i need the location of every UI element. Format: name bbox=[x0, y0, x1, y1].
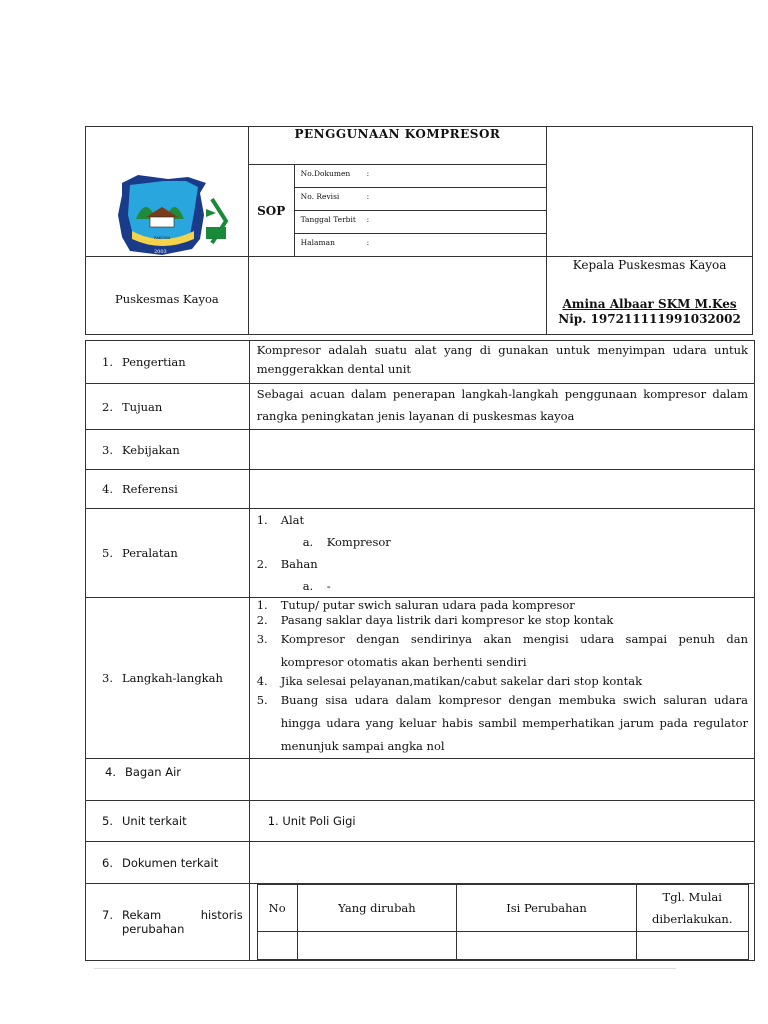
step-text: Tutup/ putar swich saluran udara pada kompresor bbox=[280, 598, 575, 612]
meta-row bbox=[295, 188, 546, 211]
rekam-content bbox=[249, 884, 754, 961]
row-number: 7. bbox=[102, 908, 113, 922]
row-label bbox=[86, 842, 250, 884]
row-label bbox=[86, 801, 250, 842]
step-item bbox=[257, 689, 748, 758]
item-number: 1. bbox=[256, 513, 268, 527]
row-bagan bbox=[86, 759, 755, 801]
revision-history-table bbox=[257, 884, 749, 960]
subitem-text: Kompresor bbox=[326, 535, 391, 549]
row-tujuan bbox=[86, 384, 755, 430]
item-number: 2. bbox=[256, 557, 268, 571]
puskesmas-logo-icon bbox=[116, 169, 236, 269]
row-label-text: historis bbox=[200, 908, 243, 922]
bagan-content bbox=[249, 759, 754, 801]
row-number: 3. bbox=[102, 442, 113, 457]
col-header: Tgl. Mulai diberlakukan. bbox=[636, 885, 748, 932]
meta-cell bbox=[294, 165, 546, 257]
sop-content-table bbox=[85, 340, 755, 961]
rekam-label-line bbox=[102, 908, 249, 922]
step-item bbox=[257, 613, 748, 628]
table-cell bbox=[457, 932, 637, 960]
logo-text: FAKUMA bbox=[154, 236, 171, 240]
table-cell bbox=[636, 932, 748, 960]
row-label-text: Tujuan bbox=[122, 399, 163, 414]
kepala-title: Kepala Puskesmas Kayoa bbox=[572, 258, 727, 272]
row-number: 6. bbox=[102, 855, 113, 870]
row-label bbox=[86, 470, 250, 509]
row-label bbox=[86, 598, 250, 759]
meta-label: Halaman bbox=[300, 238, 335, 247]
pengertian-text: Kompresor adalah suatu alat yang di gunakan untuk menyimpan udara untuk menggerakkan dental unit bbox=[249, 341, 754, 384]
row-label-text: Kebijakan bbox=[122, 442, 180, 457]
row-number: 4. bbox=[102, 482, 113, 496]
row-langkah bbox=[86, 598, 755, 759]
step-item bbox=[257, 674, 748, 689]
row-rekam bbox=[86, 884, 755, 961]
row-dokumen bbox=[86, 842, 755, 884]
step-text: Pasang saklar daya listrik dari kompresor ke stop kontak bbox=[280, 613, 614, 627]
meta-label: No. Revisi bbox=[300, 192, 340, 201]
row-label bbox=[86, 430, 250, 470]
row-label bbox=[86, 341, 250, 384]
row-label bbox=[86, 509, 250, 598]
doc-title: PENGGUNAAN KOMPRESOR bbox=[248, 127, 546, 165]
row-label-text: Pengertian bbox=[122, 355, 186, 369]
kebijakan-content bbox=[249, 430, 754, 470]
meta-colon: : bbox=[366, 169, 370, 178]
row-label-text: Peralatan bbox=[122, 546, 178, 560]
row-peralatan bbox=[86, 509, 755, 598]
step-number: 2. bbox=[256, 613, 268, 627]
referensi-content bbox=[249, 470, 754, 509]
logo-cell bbox=[86, 127, 249, 257]
subitem-number: a. bbox=[302, 579, 314, 593]
langkah-content bbox=[249, 598, 754, 759]
table-cell bbox=[257, 932, 297, 960]
meta-label: No.Dokumen bbox=[300, 169, 351, 178]
row-label-text: Unit terkait bbox=[122, 814, 187, 828]
row-label-text: Dokumen terkait bbox=[122, 855, 219, 870]
row-unit bbox=[86, 801, 755, 842]
row-label-text: perubahan bbox=[122, 922, 185, 936]
step-number: 3. bbox=[256, 632, 268, 646]
dokumen-content bbox=[249, 842, 754, 884]
meta-label: Tanggal Terbit bbox=[300, 215, 356, 224]
row-label-text: Bagan Air bbox=[125, 765, 182, 779]
footer-divider bbox=[94, 968, 676, 969]
peralatan-subitem bbox=[257, 575, 748, 597]
step-text: Jika selesai pelayanan,matikan/cabut sakelar dari stop kontak bbox=[280, 674, 643, 688]
official-name: Amina Albaar SKM M.Kes bbox=[562, 297, 737, 311]
row-number: 3. bbox=[102, 671, 113, 685]
row-label bbox=[86, 384, 250, 430]
row-number: 2. bbox=[102, 399, 113, 414]
logo-year: 2003 bbox=[154, 249, 167, 255]
row-label-text: Rekam bbox=[122, 908, 162, 922]
step-text: Kompresor dengan sendirinya akan mengisi udara sampai penuh dan kompresor otomatis akan berhenti sendiri bbox=[280, 632, 748, 669]
peralatan-content bbox=[249, 509, 754, 598]
col-header: Isi Perubahan bbox=[457, 885, 637, 932]
row-kebijakan bbox=[86, 430, 755, 470]
tujuan-text: Sebagai acuan dalam penerapan langkah-langkah penggunaan kompresor dalam rangka peningkatan jenis layanan di puskesmas kayoa bbox=[249, 384, 754, 430]
row-label-text: Langkah-langkah bbox=[122, 671, 223, 685]
blank-bottom-middle bbox=[248, 257, 546, 335]
org-name: Puskesmas Kayoa bbox=[86, 257, 249, 335]
row-number: 5. bbox=[102, 814, 113, 828]
meta-colon: : bbox=[366, 192, 370, 201]
signature-cell bbox=[547, 257, 753, 335]
row-label-text: Referensi bbox=[122, 482, 178, 496]
step-number: 4. bbox=[256, 674, 268, 688]
row-number: 1. bbox=[102, 355, 113, 369]
row-label bbox=[86, 759, 250, 801]
header-table bbox=[85, 126, 753, 335]
step-number: 1. bbox=[256, 598, 268, 612]
row-number: 4. bbox=[105, 765, 116, 779]
step-number: 5. bbox=[256, 693, 268, 707]
step-item bbox=[257, 598, 748, 613]
item-text: Bahan bbox=[280, 557, 318, 571]
peralatan-item bbox=[257, 553, 748, 575]
sop-label: SOP bbox=[248, 165, 294, 257]
peralatan-subitem bbox=[257, 531, 748, 553]
subitem-text: - bbox=[326, 579, 331, 593]
col-header: Yang dirubah bbox=[297, 885, 457, 932]
row-pengertian bbox=[86, 341, 755, 384]
steps-list bbox=[257, 598, 748, 758]
meta-colon: : bbox=[366, 238, 370, 247]
col-header: No bbox=[257, 885, 297, 932]
official-nip: Nip. 197211111991032002 bbox=[558, 312, 741, 326]
row-number: 5. bbox=[102, 546, 113, 560]
unit-text: 1. Unit Poli Gigi bbox=[249, 801, 754, 842]
row-referensi bbox=[86, 470, 755, 509]
meta-row bbox=[295, 165, 546, 188]
meta-colon: : bbox=[366, 215, 370, 224]
step-text: Buang sisa udara dalam kompresor dengan membuka swich saluran udara hingga udara yang keluar habis sambil memperhatikan jarum pada regulator menunjuk sampai angka nol bbox=[280, 693, 748, 753]
row-label bbox=[86, 884, 250, 961]
subitem-number: a. bbox=[302, 535, 314, 549]
peralatan-item bbox=[257, 509, 748, 531]
meta-row bbox=[295, 234, 546, 257]
blank-top-right bbox=[547, 127, 753, 257]
meta-row bbox=[295, 211, 546, 234]
item-text: Alat bbox=[280, 513, 305, 527]
table-cell bbox=[297, 932, 457, 960]
step-item bbox=[257, 628, 748, 674]
